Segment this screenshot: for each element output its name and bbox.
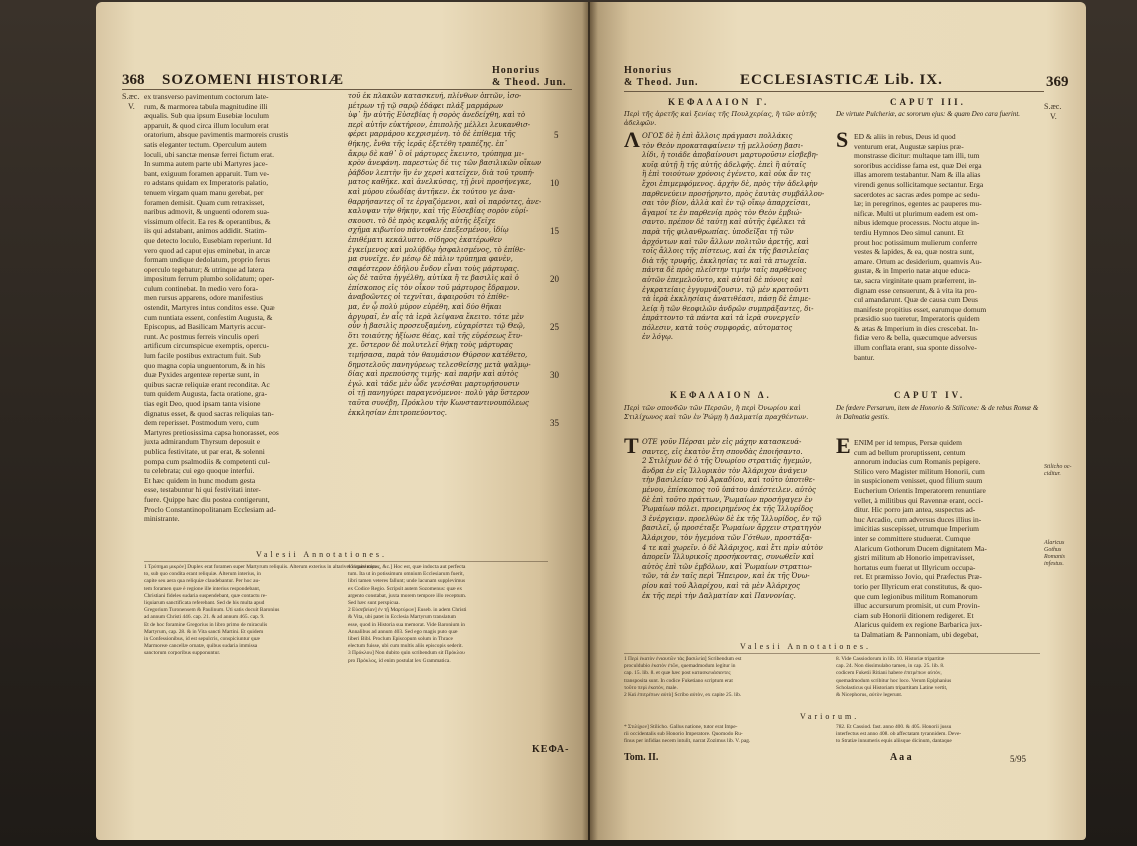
text-line: σαι τὸν βίον, ἀλλὰ καὶ ἐν τῷ οἴκῳ ἀπαρχεῖσαι, bbox=[642, 199, 811, 208]
text-line: culum continebat. In medio vero fora- bbox=[144, 283, 259, 293]
text-line: ταῦτα συνέβη, Πρόκλου τὴν Κωνσταντινουπόλεως bbox=[348, 399, 529, 407]
text-line: τιμήσασα, παρὰ τὸν θαυμάσιον Θύρσον κατέθετο, bbox=[348, 351, 528, 360]
text-line: pro Πρόκλος, id enim postulat lex Grammatica. bbox=[348, 657, 451, 664]
text-line: σαντες, εἰς ἑκατὸν ἔτη σπονδὰς ἐποιήσαντο. bbox=[642, 447, 803, 456]
line-number: 15 bbox=[550, 226, 559, 236]
text-line: παρθενεύειν προσῄρηντο, πρὸς ἑαυτὰς συμβάλλου- bbox=[642, 189, 825, 198]
text-line: vestes & lapides, & ea, quæ nostra sunt, bbox=[854, 247, 974, 257]
text-line: σαντο. πρέπον δὲ ταύτῃ καὶ αὐτῆς ἐφέλκει τὰ bbox=[642, 218, 806, 227]
text-line: tum. Ita ut in potissimum omnium Ecclesiarum fuerit, bbox=[348, 571, 465, 578]
text-line: cum ad bellum proruptissent, centum bbox=[854, 447, 966, 457]
text-line: cap. 15. lib. 8. et quæ hæc post κατασκευάσαντες bbox=[624, 670, 731, 677]
text-line: apparuit, & quod circa illum loculum erat bbox=[144, 120, 269, 130]
text-line: sacerdotes ac sacras ædes pompe ac sedu- bbox=[854, 189, 980, 199]
text-line: sanctorum corporibus supponuntur. bbox=[144, 650, 221, 657]
text-line: ta Dalmatiam & Pannoniam, ubi degebat, bbox=[854, 629, 979, 639]
text-line: τὸν Θεὸν προκαταφαίνειν τῇ μελλούσῃ βασι- bbox=[642, 141, 804, 150]
text-line: Ῥωμαίων πόλει. προειρημένος ἐκ τῆς Ἰλλυρίδος bbox=[642, 505, 814, 514]
right-header-honorius: Honorius bbox=[624, 65, 673, 76]
text-line: in suspicionem venisset, quod filium suum bbox=[854, 476, 983, 486]
text-line: quo magna copia unguentorum, & in his bbox=[144, 360, 266, 370]
text-line: esse, testabuntur hi qui festivitati inter- bbox=[144, 485, 261, 495]
text-line: venturum erat, Augustæ sæpius præ- bbox=[854, 141, 964, 151]
text-line: ad annum Christi 446. cap. 21. & ad annum 465. cap. 9. bbox=[144, 614, 265, 621]
left-margin-saec: S.æc. bbox=[122, 92, 140, 101]
text-line: μα, ἐν ᾧ πολὺ μύρον εὑρέθη, καὶ δύο θῆκαι bbox=[348, 303, 502, 312]
text-line: ὡς δὲ ταῦτα ἠγγέλθη, αὐτίκα ἥ τε βασιλὶς καὶ ὁ bbox=[348, 274, 519, 283]
text-line: Stilico vero Magister militum Honorii, cum bbox=[854, 466, 985, 476]
text-line: Gregorium Turonensem & Paulinum. Uti satis docuit Baronius bbox=[144, 607, 280, 614]
text-line: κρὸν ἀνεφάνη. παρεστὼς δέ τις τῶν βασιλικῶν οἴκων bbox=[348, 159, 542, 168]
text-line: Alaricum Gothorum Ducem dignitatem Ma- bbox=[854, 543, 987, 553]
text-line: καὶ μύρου εὐωδίας ἀντῆκεν. ἐκ τούτου γε ἀνα- bbox=[348, 187, 516, 196]
text-line: capite seu aera qua reliquiæ claudebantur. Per hoc au- bbox=[144, 578, 260, 585]
text-line: ex transverso pavimentum coctorum late- bbox=[144, 92, 269, 101]
text-line: cum nuntiata essent, confestim Augusta, & bbox=[144, 312, 273, 322]
text-line: αὐτῶν ἐπεμελοῦντο, καὶ αὐταὶ δὲ πόνοις καὶ bbox=[642, 275, 803, 284]
text-line: gustæ, & in Imperio natæ atque educa- bbox=[854, 266, 971, 276]
text-line: τὰ ἱερὰ ἐκκλησίαις ἀνατιθέασι, πάσῃ δὲ ἐπιμε- bbox=[642, 295, 811, 304]
text-line: sororibus accidisse fama est, quæ Dei erga bbox=[854, 160, 982, 170]
text-line: Et hæc quidem in hunc modum gesta bbox=[144, 475, 256, 485]
text-line: ἐπιθέματι κεκάλυπτο. σίδηρος ἑκατέρωθεν bbox=[348, 235, 502, 244]
text-line: impositum ferrum plumbo solidatum; oper- bbox=[144, 274, 275, 284]
chapter-4-greek-column bbox=[642, 438, 828, 604]
text-line: iis qui adstabant, animos addidit. Statim- bbox=[144, 226, 267, 236]
text-line: 3 Πρόκλου] Non dubito quin scribendum sit Πρόκλου bbox=[348, 650, 465, 657]
text-line: tem foramen quæ è regione ille interius respondebant, bbox=[144, 585, 261, 592]
line-number: 10 bbox=[550, 178, 559, 188]
text-line: æqualis. Sub qua ipsum Eusebiæ loculum bbox=[144, 111, 269, 121]
text-line: dignam esse censuerunt, & à vita ita pro- bbox=[854, 285, 977, 295]
footer-tom: Tom. II. bbox=[624, 752, 659, 763]
text-line: ex Codice Regio. Scripsit autem Sozomenus: quæ ex bbox=[348, 585, 463, 592]
text-line: nibus idemque processus. Noctu atque in- bbox=[854, 218, 980, 228]
right-notes-heading: Valesii Annotationes. bbox=[740, 642, 871, 651]
text-line: ἐπράττοντο τὰ πάντα καὶ τὰ ἱερὰ συνεργεῖν bbox=[642, 314, 800, 323]
text-line: dem reperisset. Postmodum vero, cum bbox=[144, 418, 259, 428]
text-line: huc Arcadio, cum adversus duces illius in- bbox=[854, 514, 982, 524]
variorum-column-2 bbox=[836, 724, 1040, 748]
text-line: ἐγκείμενος καὶ μολύβδῳ ἠσφαλισμένος, τὸ ἐπίθε- bbox=[348, 245, 526, 254]
text-line: prout hoc potissimum mulierum conferre bbox=[854, 237, 978, 247]
text-line: quemadmodum scribitur hoc loco. Verum Epiphanius bbox=[836, 677, 952, 684]
line-number: 35 bbox=[550, 418, 559, 428]
chapter-4-latin-dropcap: E bbox=[836, 433, 851, 458]
text-line: ἢ ἐπὶ τοιούτων χρόνοις ἐγένετο, καὶ οὐκ ἄν τις bbox=[642, 170, 811, 179]
text-line: ἀναβοῶντες οἱ τεχνῖται, ἀφαιροῦσι τὸ ἐπίθε- bbox=[348, 293, 509, 302]
left-latin-column bbox=[144, 92, 342, 534]
text-line: esse, quod in Historia sua memorat. Vide Baronium in bbox=[348, 621, 465, 628]
text-line: libri tamen veteres fallunt; unde lacunam supplevimus bbox=[348, 578, 466, 585]
text-line: λείᾳ ἢ τῶν θεοφιλῶν ἀνδρῶν συμπράξαντες, δι- bbox=[642, 304, 814, 313]
text-line: διὰ τῆς τρυφῆς, ἐκκλησίας τε καὶ τὰ πτωχεῖα. bbox=[642, 256, 807, 265]
text-line: ditur. Hic porro jam antea, suspectus ad- bbox=[854, 505, 976, 515]
text-line: 1 Τρύπημα μικρὸν] Duplex erat foramen super Martyrum reliquiis. Alterum exterius in altarivel in pavimen- bbox=[144, 564, 378, 570]
text-line: ciam sub Honorii ditionem redigeret. Et bbox=[854, 610, 974, 620]
text-line: inter se committere studuerat. Cumque bbox=[854, 533, 971, 543]
text-line: ἀπορεῖν Ἰλλυρικοῖς προσήκοντας, συνωθεῖν καὶ bbox=[642, 553, 815, 562]
text-line: σκουσι. τὸ δὲ πρὸς κεφαλῆς αὐτῆς ἐξεῖχε bbox=[348, 216, 496, 225]
text-line: monstrasse dicitur: multaque tam illi, tum bbox=[854, 151, 980, 161]
text-line: imicitias suscepisset, utrumque Imperium bbox=[854, 524, 979, 534]
text-line: illuc accursurum promisit, ut cum Provin- bbox=[854, 601, 980, 611]
text-line: τοῦ ἐκ πλακῶν κατασκευή, πλίνθων ὀπτῶν, ἰσο- bbox=[348, 92, 522, 100]
text-line: ἀργυραῖ, ἐν αἷς τὰ ἱερὰ λείψανα ἔκειτο. τότε μὲν bbox=[348, 312, 524, 321]
text-line: operculo tegebatur; & utrinque ad latera bbox=[144, 264, 265, 274]
chapter-3-latin-dropcap: S bbox=[836, 127, 849, 152]
line-number: 30 bbox=[550, 370, 559, 380]
text-line: δὲ ἐπὶ τοῦτο πράττων, Ῥωμαίων προσήγαγεν ἐν bbox=[642, 495, 813, 504]
text-line: ostendit, Martyres intus conditos esse. Quæ bbox=[144, 303, 275, 313]
text-line: runt. Ac postmus ferreis vinculis operi bbox=[144, 331, 259, 341]
text-line: codicem Fuketii Ritiani habere ἐπιτρέπων αὐτὸν, bbox=[836, 670, 942, 677]
text-line: to, sub quo condita erant reliquiæ. Alterum interius, in bbox=[144, 571, 261, 578]
left-running-title: SOZOMENI HISTORIÆ bbox=[162, 72, 345, 88]
text-line: juxta admirandum Thyrsum deposuit e bbox=[144, 437, 261, 447]
text-line: vissimum olfecit. Ea res & operantibus, & bbox=[144, 216, 271, 226]
text-line: loculi, ubi sanctæ mensæ ferrei fictum erat. bbox=[144, 149, 274, 159]
text-line: & Vita, ubi patet in Ecclesia Martyrum translatum bbox=[348, 614, 456, 621]
text-line: Martyrum, cap. 28. & in Vita sancti Martini. Et quidem bbox=[144, 628, 264, 635]
text-line: publica festivitate, ut par erat, & solenni bbox=[144, 446, 265, 456]
text-line: 4 τε καὶ χωρεῖν. ὁ δὲ Ἀλάριχος, καὶ ἔτι πρὶν αὐτὸν bbox=[642, 543, 823, 552]
margin-note-alaricus: Alaricus Gothus Romanis infestus. bbox=[1044, 540, 1065, 567]
chapter-4-latin-title: CAPUT IV. bbox=[894, 390, 966, 400]
text-line: Episcopus, ad Basilicam Martyris accur- bbox=[144, 322, 266, 332]
chapter-3-greek-title: ΚΕΦΑΛΑΙΟΝ Γ. bbox=[668, 97, 770, 107]
text-line: ἐγκρατείαις ἐγγυμνάζουσιν. τῷ μὲν κρατοῦντι bbox=[642, 285, 810, 294]
text-line: que detecto loculo, Eusebiam reperiunt. Id bbox=[144, 235, 272, 245]
text-line: 2 Καὶ ἐπιτρέπων αὐτὸ] Scribo αὐτὸν, ex capite 25. lib. bbox=[624, 692, 742, 699]
text-line: ΟΓΟΣ δὲ ἢ ἐπὶ ἄλλοις πράγμασι πολλάκις bbox=[642, 132, 793, 140]
text-line: to Stratiæ innumeris equis aliisque dicinum, dantaque bbox=[836, 738, 952, 745]
text-line: dignatus esset, & quod sacras reliquias tan- bbox=[144, 408, 274, 418]
text-line: torio per Illyricum erat constitutus, & quo- bbox=[854, 581, 983, 591]
text-line: σαφέστερον ἐδήλου ἔνδον εἶναι τοὺς μάρτυρας. bbox=[348, 264, 520, 273]
text-line: δημοτελοῦς πανηγύρεως τελεσθείσης μετὰ ψαλμῳ- bbox=[348, 360, 531, 369]
text-line: 782. Et Cassiod. fast. anno 400. & 405. Honorii jussu bbox=[836, 724, 952, 730]
text-line: ὅτι τοιαύτης ἠξίωσε θέας, καὶ τῆς εὑρέσεως ἔτυ- bbox=[348, 331, 523, 340]
text-line: ED & aliis in rebus, Deus id quod bbox=[854, 132, 956, 141]
text-line: fidiæ vero & bella, quæcumque adversus bbox=[854, 333, 977, 343]
text-line: cul amandarunt. Quæ de causa cum Deus bbox=[854, 295, 978, 305]
text-line: φέρει μαρμάρου κεχρισμένη. τὸ δὲ ἐπίθεμα τῆς bbox=[348, 130, 516, 139]
text-line: τὸ ἱερὸν κέρας, &c.] Hoc est, quæ indocta aut perfecta bbox=[348, 564, 466, 570]
text-line: ἔχοι ἐπιμεμφόμενος. ἀρχὴν δὲ, πρὸς τὴν ἀδελφὴν bbox=[642, 179, 818, 188]
text-line: virendi genus sollicitamque sectantur. Erga bbox=[854, 179, 984, 189]
variorum-column-1 bbox=[624, 724, 828, 748]
footer-signature: A a a bbox=[890, 752, 912, 763]
text-line: αὐτὸς ἐπὶ τῶν ἐμβόλων, καὶ Ῥωμαίων στρατιω- bbox=[642, 562, 812, 571]
line-number: 20 bbox=[550, 274, 559, 284]
text-line: liquiarum sanctificata referebant. Sed de his multa apud bbox=[144, 600, 265, 607]
chapter-3-greek-summary: Περὶ τῆς ἀρετῆς καὶ ξενίας τῆς Πουλχερίας, ἢ τῶν αὐτῆς ἀδελφῶν. bbox=[624, 110, 817, 127]
text-line: annorum inducias cum Romanis pepigere. bbox=[854, 457, 981, 467]
text-line: nificæ. Multi ut plurimum eadem est om- bbox=[854, 208, 978, 218]
chapter-3-latin-title: CAPUT III. bbox=[890, 97, 966, 107]
text-line: tias egit Deo, quod ipsam tanta visione bbox=[144, 399, 261, 408]
right-margin-saec: S.æc. bbox=[1044, 102, 1062, 111]
text-line: μα συνεῖχε. ἐν μέσῳ δὲ πάλιν τρύπημα φανὲν, bbox=[348, 255, 513, 264]
text-line: τὴν βασιλείαν τοῦ Ἀρκαδίου, καὶ τοῦτο ὑποτιθε- bbox=[642, 476, 815, 485]
chapter-3-greek-column bbox=[642, 132, 828, 346]
text-line: hortatus eum fuerat ut Illyricum occupa- bbox=[854, 562, 976, 572]
text-line: ἐπίσκοπος εἰς τὸν οἶκον τοῦ μάρτυρος ἔδραμον. bbox=[348, 283, 520, 292]
text-line: χε. ὕστερον δὲ πολυτελεῖ θήκῃ τοὺς μάρτυρας bbox=[348, 341, 513, 350]
text-line: satis eleganter tectum. Operculum autem bbox=[144, 139, 267, 149]
text-line: fuere. Quippe hæc diu postea contigerunt, bbox=[144, 494, 270, 504]
chapter-3-greek-dropcap: Λ bbox=[624, 127, 640, 152]
text-line: que cum legionibus militum Romanorum bbox=[854, 591, 978, 601]
text-line: ὑφ᾽ ἣν αὐτῆς Εὐσεβίας ἡ σορὸς ἀνεδείχθη, καὶ τὸ bbox=[348, 111, 526, 120]
text-line: finus per infidias necem intulit, narrat Zozimus lib. V. pag. bbox=[624, 738, 751, 745]
text-line: rum, & marmorea tabula magnitudine illi bbox=[144, 101, 268, 111]
text-line: περὶ αὐτῆν εὐκτήριον, ἐπιπολῆς μέλλει λευκανθισ- bbox=[348, 120, 531, 129]
text-line: ἄγαμοί τε ἐν παρθενίᾳ πρὸς τὸν Θεὸν ἐμβιώ- bbox=[642, 208, 802, 217]
left-header-rule bbox=[122, 89, 572, 90]
text-line: præsidio suo tueretur, Imperatoris quidem bbox=[854, 314, 980, 324]
right-page bbox=[590, 2, 1086, 840]
text-line: proculdubio ἑκατὸν ἐτῶν, quemadmodum legitur in bbox=[624, 663, 736, 670]
text-line: λίδι, ἡ τοιάδε ἀποβαίνουσι μαρτυροῦσιν εἰσβεβη- bbox=[642, 151, 819, 160]
text-line: tum quidem Augusta, facta oratione, gra- bbox=[144, 389, 268, 399]
book-gutter bbox=[582, 2, 598, 840]
text-line: οὖν ἡ βασιλὶς προσευξαμένη, εὐχαρίστει τῷ Θεῷ, bbox=[348, 322, 525, 331]
right-header-theod: & Theod. Jun. bbox=[624, 77, 699, 88]
text-line: artificum circumspicue exemptis, opercu- bbox=[144, 341, 269, 351]
right-running-title: ECCLESIASTICÆ Lib. IX. bbox=[740, 72, 943, 88]
text-line: liberi Bibl. Proclum Episcopum solum in Thrace bbox=[348, 636, 453, 643]
text-line: μέτρων τῇ τῷ σαρῷ ἐδάφει πλάξ μαρμάρων bbox=[348, 101, 504, 110]
text-line: Alaricus quidem ex regione Barbarica jux- bbox=[854, 620, 983, 630]
left-notes-column-2 bbox=[348, 564, 548, 666]
text-line: παρὰ τῆς φιλανθρωπίας. ὑποδεῖξαι τῇ τῶν bbox=[642, 227, 794, 236]
text-line: formam undique dedolatum, proprio ferus bbox=[144, 255, 271, 265]
text-line: quibus sacræ reliquiæ erant reconditæ. Ac bbox=[144, 379, 270, 389]
text-line: & ætas & Imperium in dies crescebat. In- bbox=[854, 323, 979, 333]
line-number: 5 bbox=[554, 130, 559, 140]
text-line: σχῆμα κιβωτίου πάντοθεν ἐπεξεσμένον, ἰδίῳ bbox=[348, 226, 509, 235]
left-page-number: 368 bbox=[122, 72, 145, 88]
chapter-4-greek-summary: Περὶ τῶν σπονδῶν τῶν Περσῶν, ἢ περὶ Ὀνωρίου καὶ Στιλίχωνος καὶ τῶν ἐν Ῥώμῃ ἢ Δαλματίᾳ πραχθέντων. bbox=[624, 404, 809, 421]
text-line: gistri militum ab Honorio impetravisset, bbox=[854, 553, 975, 563]
margin-note-stilicho: Stilicho oc-ciditur. bbox=[1044, 464, 1072, 477]
text-line: ministrante. bbox=[144, 514, 180, 524]
text-line: ἐγώ. καὶ τάδε μὲν ὧδε γενέσθαι μαρτυρήσουσιν bbox=[348, 379, 520, 388]
line-number: 25 bbox=[550, 322, 559, 332]
chapter-4-latin-summary: De fœdere Persarum, item de Honorio & Stilicone: & de rebus Romæ & in Dalmatia gestis. bbox=[836, 404, 1039, 421]
text-line: τοῖς ἄλλοις τῆς πίστεως, καὶ ἐκ τῆς βασιλείας bbox=[642, 247, 809, 256]
text-line: electum fuisse, ubi cum multis aliis episcopis sederit. bbox=[348, 643, 463, 650]
text-line: tæ, sacra virginitate quam præferrent, in- bbox=[854, 275, 977, 285]
footer-year: 5/95 bbox=[1010, 754, 1027, 764]
right-notes-column-1 bbox=[624, 656, 828, 706]
text-line: foramen demisit. Quam cum retraxisset, bbox=[144, 197, 265, 207]
text-line: Et de hoc foramine Gregorius in libro primo de miraculis bbox=[144, 621, 268, 628]
text-line: ματος καθῆκε. καὶ ἀνελκύσας, τῇ ῥινὶ προσήνεγκε, bbox=[348, 178, 532, 187]
text-line: ΟΤΕ γοῦν Πέρσαι μὲν εἰς μάχην κατασκευά- bbox=[642, 438, 802, 446]
text-line: ἄνδρα ἐν εἰς Ἰλλυρικὸν τὸν Ἀλάριχον ἀνάγειν bbox=[642, 466, 808, 475]
text-line: argento constabat, juxta morem tempore illo receptum. bbox=[348, 592, 467, 599]
text-line: μένου, ἐπίσκοπος τοῦ ὑπάτου ἀπέστειλεν. αὐτὸς bbox=[642, 485, 816, 494]
text-line: Ἀλάριχον, τὸν ἡγεμόνα τῶν Γότθων, προστάξα- bbox=[642, 533, 812, 542]
left-margin-v: V. bbox=[128, 102, 135, 111]
text-line: πάντα δὲ πρὸς πλείστην τιμὴν ταῖς παρθένοις bbox=[642, 266, 807, 275]
text-line: 2 Στιλίχων δὲ ὁ τῆς Ὀνωρίου στρατιᾶς ἡγεμών, bbox=[642, 457, 812, 466]
text-line: βασιλεῖ, ᾧ προσέταξε Ῥωμαίων ἄρχειν στρατηγὸν bbox=[642, 524, 822, 533]
chapter-3-latin-summary: De virtute Pulcheriæ, ac sororum ejus: & quam Deo cara fuerint. bbox=[836, 110, 1021, 118]
text-line: tenuem virgam quam manu gerebat, per bbox=[144, 187, 264, 197]
text-line: 3 ἐνέργειαν. προελθὼν δὲ ἐκ τῆς Ἰλλυρίδος, ἐν τῷ bbox=[642, 514, 822, 523]
text-line: * Στιλίχων] Stilicho. Gallus natione, tutor erat Impe- bbox=[624, 724, 738, 730]
text-line: τοῦτο περὶ ἑκατὸν, male. bbox=[624, 684, 678, 691]
left-catchword: ΚΕΦΑ- bbox=[532, 744, 570, 755]
left-header-honorius: Honorius bbox=[492, 65, 541, 76]
open-book bbox=[96, 2, 1086, 840]
text-line: amare. Ortum ac desiderium, quamvis Au- bbox=[854, 256, 982, 266]
text-line: illas amorem testabantur. Nam & illa alias bbox=[854, 170, 981, 180]
text-line: κυῖᾳ αὐτῇ ἢ τῆς αὐτῆς ἀδελφῆς. ἐπεὶ ἢ αὐταῖς bbox=[642, 160, 806, 169]
text-line: illum conflata erant, sua sponte dissolve- bbox=[854, 343, 977, 353]
text-line: ρίου καὶ τοῦ Ἀλαρίχου, καὶ τὰ μὲν Ἀλάριχος bbox=[642, 581, 801, 590]
text-line: ἐκκλησίαν ἐπιτροπεύοντος. bbox=[348, 408, 447, 417]
text-line: transposita sunt. In codice Fuketiano scriptum erat bbox=[624, 677, 733, 684]
text-line: Annalibus ad annum 403. Sed ego magis puto quæ bbox=[348, 628, 458, 635]
text-line: naribus admovit, & unguenti odorem sua- bbox=[144, 207, 270, 217]
chapter-4-latin-column bbox=[854, 438, 1040, 642]
text-line: δίας καὶ πρεπούσης τιμῆς· καὶ παρῆν καὶ αὐτὸς bbox=[348, 370, 519, 379]
text-line: ἐκ τῆς περὶ τὴν Δαλματίαν καὶ Παννονίας. bbox=[642, 591, 796, 600]
chapter-4-greek-title: ΚΕΦΑΛΑΙΟΝ Δ. bbox=[670, 390, 772, 400]
text-line: rii occidentalis sub Honorio Imperatore. Quomodo Ru- bbox=[624, 731, 743, 738]
text-line: ἐν λόγῳ. bbox=[642, 333, 674, 342]
text-line: bantur. bbox=[854, 352, 875, 362]
right-margin-v: V. bbox=[1050, 112, 1057, 121]
text-line: Marmoreæ cancellæ ornatæ, quibus sudaria immissa bbox=[144, 643, 258, 650]
left-notes-heading: Valesii Annotationes. bbox=[256, 550, 387, 559]
text-line: cap. 24. Non dissimulabo tamen, in cap. 25. lib. 8. bbox=[836, 663, 945, 670]
text-line: 8. Vide Cassiodorum in lib. 10. Historiæ tripartitæ bbox=[836, 656, 945, 662]
text-line: ῥάβδον λεπτὴν ἣν ἐν χερσὶ κατεῖχεν, διὰ τοῦ τρυπή- bbox=[348, 168, 535, 177]
chapter-4-greek-dropcap: Τ bbox=[624, 433, 639, 458]
right-notes-column-2 bbox=[836, 656, 1040, 706]
text-line: Eucherium Orientis Imperatorem renuntiare bbox=[854, 485, 986, 495]
text-line: læ; in peregrinos, egentes ac pauperes mu- bbox=[854, 199, 982, 209]
text-line: vellet, à militibus qui Ravennæ erant, occi- bbox=[854, 495, 984, 505]
text-line: tu celebrata; cui ego quoque interfui. bbox=[144, 466, 255, 476]
text-line: ENIM per id tempus, Persæ quidem bbox=[854, 438, 962, 447]
text-line: in Confessionibus, id est sepulcris, conspiciuntur quæ bbox=[144, 636, 260, 643]
text-line: Christiani fideles sudaria suspendebant, quæ contactu re- bbox=[144, 592, 267, 599]
text-line: θαρρήσαντες οἵ τε ἐργαζόμενοι, καὶ οἱ παρόντες, ἀνε- bbox=[348, 197, 542, 206]
text-line: oratorium, absque pavimentis marmoreis crustis bbox=[144, 130, 289, 140]
text-line: θήκης, ἔνθα τῆς ἱερᾶς ἐξετέθη τραπέζης. ἐπ᾽ bbox=[348, 139, 508, 148]
text-line: interfectus est anno 408. ob affectatam tyrannidem. Deve- bbox=[836, 731, 962, 738]
text-line: Martyres pretiosissima capsa honorasset, eos bbox=[144, 427, 279, 437]
text-line: πόλεσιν, κατὰ τοὺς συμφοράς, αὐτοματος bbox=[642, 323, 793, 332]
text-line: Sed hæc sunt perspicua. bbox=[348, 600, 400, 607]
text-line: In summa autem parte ubi Martyres jace- bbox=[144, 159, 268, 169]
text-line: ro adstans quidam ex Imperatoris palatio, bbox=[144, 178, 269, 188]
left-notes-rule bbox=[144, 561, 548, 562]
text-line: Proclo Constantinopolitanam Ecclesiam ad- bbox=[144, 504, 276, 514]
text-line: Scholasticus qui Historiam tripartitam Latine vertit, bbox=[836, 684, 948, 691]
text-line: ἄκρῳ δὲ καθ᾽ ὃ οἱ μάρτυρες ἔκειντο, τρύπημα μι- bbox=[348, 149, 524, 158]
left-page bbox=[96, 2, 588, 840]
text-line: duæ Pyxides argenteæ repertæ sunt, in bbox=[144, 370, 260, 380]
chapter-3-latin-column bbox=[854, 132, 1040, 366]
text-line: 2 Εὐσεβείαν] ἐν τῇ Μαρτύρων] Euseb. in adem Christi bbox=[348, 607, 467, 614]
left-header-theod: & Theod. Jun. bbox=[492, 77, 567, 88]
text-line: τῶν, τὰ ἐν ταῖς περὶ Ἤπειρον, καὶ ἐκ τῆς Ὀνω- bbox=[642, 572, 810, 581]
text-line: ἀρχόντων καὶ τῶν ἄλλων πολιτῶν ἀρετῆς, καὶ bbox=[642, 237, 809, 246]
text-line: lum facile postibus extractum fuit. Sub bbox=[144, 351, 261, 361]
left-greek-column bbox=[348, 92, 548, 426]
text-line: οἱ τῇ πανηγύρει παραγενόμενοι· πολὺ γὰρ ὕστερον bbox=[348, 389, 530, 398]
text-line: 1 Περὶ ἑκατὸν ἐνιαυτῶν τὰς βασιλεία] Scribendum est bbox=[624, 656, 742, 662]
variorum-heading: Variorum. bbox=[800, 712, 860, 721]
text-line: καλυψαν τὴν θήκην, καὶ τῆς Εὐσεβίας σορὸν εὑρί- bbox=[348, 207, 529, 216]
right-notes-rule bbox=[624, 653, 1040, 654]
text-line: & Nicephorus, αὐτὸν legerunt. bbox=[836, 692, 903, 699]
text-line: terdiu Hymnos Deo simul canunt. Et bbox=[854, 227, 964, 237]
text-line: ret. Et præmisso Jovio, qui Præfectus Præ- bbox=[854, 572, 982, 582]
text-line: pompa cum psalmodiis & competenti cul- bbox=[144, 456, 271, 466]
text-line: manifeste propitius esset, earumque domum bbox=[854, 304, 987, 314]
right-header-rule bbox=[624, 91, 1044, 92]
text-line: bant, exiguum foramen apparuit. Tum ve- bbox=[144, 168, 270, 178]
text-line: men rursus apparens, odore manifestius bbox=[144, 293, 263, 303]
right-page-number: 369 bbox=[1046, 74, 1069, 90]
text-line: vero quod ad caput ejus eminebat, in arcæ bbox=[144, 245, 271, 255]
